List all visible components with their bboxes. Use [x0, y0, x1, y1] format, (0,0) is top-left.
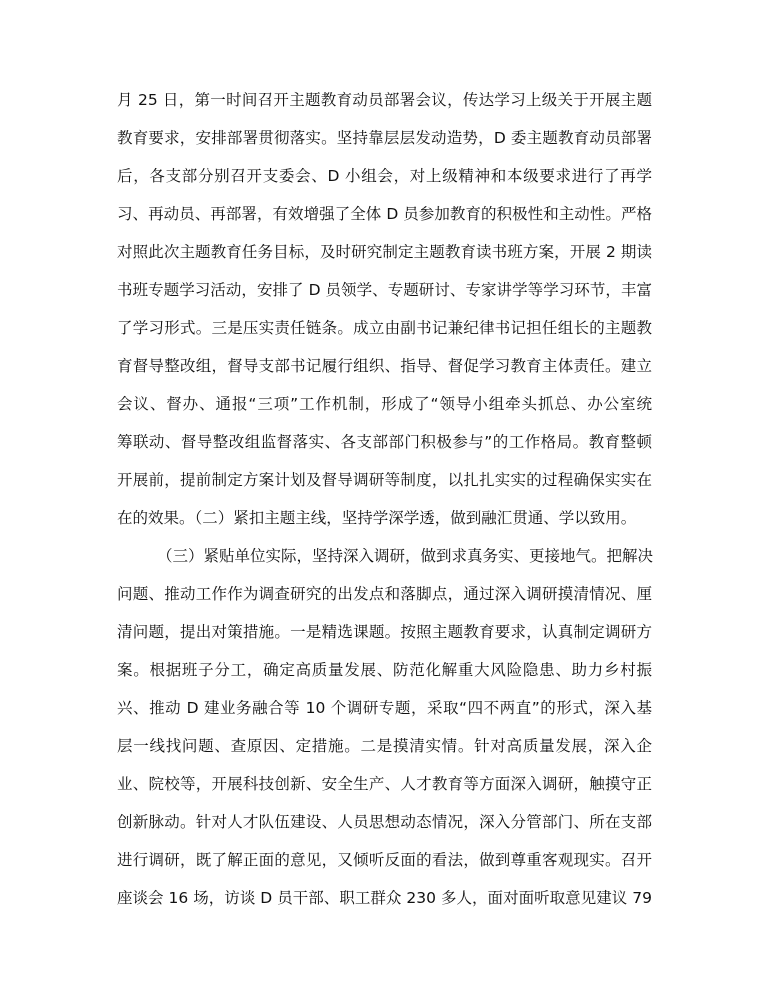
text-line: 问题、推动工作作为调查研究的出发点和落脚点，通过深入调研摸清情况、厘: [117, 585, 652, 603]
text-line: 书班专题学习活动，安排了 D 员领学、专题研讨、专家讲学等学习环节，丰富: [117, 281, 652, 299]
text-line: 创新脉动。针对人才队伍建设、人员思想动态情况，深入分管部门、所在支部: [117, 813, 652, 831]
text-line: 对照此次主题教育任务目标，及时研究制定主题教育读书班方案，开展 2 期读: [117, 243, 652, 261]
text-line: 进行调研，既了解正面的意见，又倾听反面的看法，做到尊重客观现实。召开: [117, 851, 652, 869]
text-line: 习、再动员、再部署，有效增强了全体 D 员参加教育的积极性和主动性。严格: [117, 205, 652, 223]
text-line: 后，各支部分别召开支委会、D 小组会，对上级精神和本级要求进行了再学: [117, 167, 652, 185]
text-line: 层一线找问题、查原因、定措施。二是摸清实情。针对高质量发展，深入企: [117, 737, 652, 755]
text-line: 月 25 日，第一时间召开主题教育动员部署会议，传达学习上级关于开展主题: [117, 91, 652, 109]
text-line: 育督导整改组，督导支部书记履行组织、指导、督促学习教育主体责任。建立: [117, 357, 652, 375]
text-line: 在的效果。（二）紧扣主题主线，坚持学深学透，做到融汇贯通、学以致用。: [117, 509, 637, 527]
text-line: 清问题，提出对策措施。一是精选课题。按照主题教育要求，认真制定调研方: [117, 623, 652, 641]
text-line: 会议、督办、通报“三项”工作机制，形成了“领导小组牵头抓总、办公室统: [117, 395, 652, 413]
text-line: 案。根据班子分工，确定高质量发展、防范化解重大风险隐患、助力乡村振: [117, 661, 652, 679]
text-line: 座谈会 16 场，访谈 D 员干部、职工群众 230 多人，面对面听取意见建议 79: [117, 889, 652, 907]
text-line: 开展前，提前制定方案计划及督导调研等制度，以扎扎实实的过程确保实实在: [117, 471, 652, 489]
text-line: 了学习形式。三是压实责任链条。成立由副书记兼纪律书记担任组长的主题教: [117, 319, 652, 337]
text-line: 业、院校等，开展科技创新、安全生产、人才教育等方面深入调研，触摸守正: [117, 775, 652, 793]
paragraph-first-line: （三）紧贴单位实际，坚持深入调研，做到求真务实、更接地气。把解决: [157, 547, 654, 565]
text-line: 筹联动、督导整改组监督落实、各支部部门积极参与”的工作格局。教育整顿: [117, 433, 652, 451]
text-line: 兴、推动 D 建业务融合等 10 个调研专题，采取“四不两直”的形式，深入基: [117, 699, 652, 717]
text-line: 教育要求，安排部署贯彻落实。坚持靠层层发动造势，D 委主题教育动员部署: [117, 129, 652, 147]
